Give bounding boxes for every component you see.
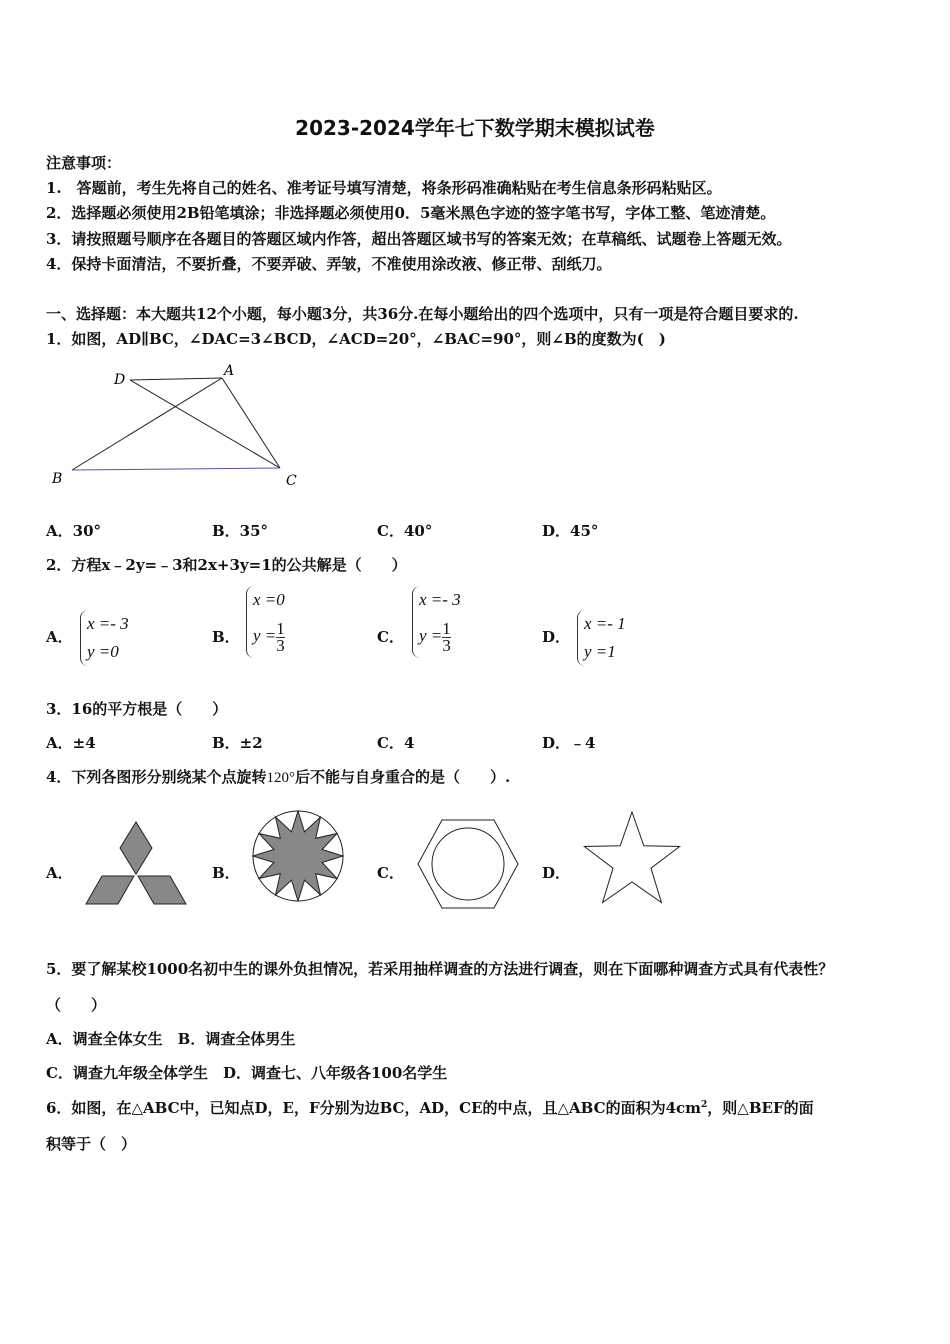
five-point-star-figure xyxy=(580,810,684,910)
q5-paren: （ ） xyxy=(46,996,107,1014)
q2-option-b[interactable] xyxy=(246,586,285,658)
q6-stem xyxy=(46,1097,814,1118)
q4-option-b[interactable]: B． xyxy=(212,864,240,882)
denominator: 3 xyxy=(276,635,285,655)
q2-option-d[interactable] xyxy=(577,610,626,666)
q4-stem xyxy=(46,766,510,787)
q3-option-b[interactable]: B．±2 xyxy=(212,734,263,752)
q4-option-c[interactable]: C． xyxy=(377,864,404,882)
q4-stem-a: 4．下列各图形分别绕某个点旋转 xyxy=(46,768,267,786)
note-item: 3．请按照题号顺序在各题目的答题区域内作答，超出答题区域书写的答案无效；在草稿纸、试题卷上答题无效。 xyxy=(46,230,792,248)
q1-option-a[interactable]: A．30° xyxy=(46,522,102,540)
eq-y: y = xyxy=(253,626,277,645)
section-heading: 一、选择题：本大题共12个小题，每小题3分，共36分.在每小题给出的四个选项中，只有一项是符合题目要求的. xyxy=(46,305,799,323)
eq-y: y =1 xyxy=(584,642,616,661)
q4-angle: 120° xyxy=(266,770,295,786)
q4-option-d[interactable]: D． xyxy=(542,864,571,882)
twelve-point-star-figure xyxy=(248,806,348,906)
label-d: D xyxy=(114,372,126,388)
q5-options-line2[interactable]: C．调查九年级全体学生 D．调查七、八年级各100名学生 xyxy=(46,1064,448,1082)
q3-option-a[interactable]: A．±4 xyxy=(46,734,96,752)
q4-option-a[interactable]: A． xyxy=(46,864,73,882)
eq-x: x =0 xyxy=(253,590,285,609)
hexagon-circle-figure xyxy=(414,818,522,912)
q1-option-c[interactable]: C．40° xyxy=(377,522,433,540)
numerator: 1 xyxy=(442,618,451,638)
note-item: 2．选择题必须使用2B铅笔填涂；非选择题必须使用0．5毫米黑色字迹的签字笔书写，字体工整、笔迹清楚。 xyxy=(46,204,776,222)
q2-option-a-label[interactable]: A． xyxy=(46,628,73,646)
q1-stem: 1．如图，AD∥BC，∠DAC=3∠BCD，∠ACD=20°，∠BAC=90°，则∠B的度数为( ) xyxy=(46,330,666,348)
eq-x: x =- 1 xyxy=(584,614,626,633)
q2-stem: 2．方程x﹣2y=﹣3和2x+3y=1的公共解是（ ） xyxy=(46,556,407,574)
eq-x: x =- 3 xyxy=(87,614,129,633)
q6-stem-a: 6．如图，在△ABC中，已知点D，E，F分别为边BC，AD，CE的中点，且△ABC的面积为4cm xyxy=(46,1099,702,1117)
q1-option-b[interactable]: B．35° xyxy=(212,522,269,540)
q5-options-line1[interactable]: A．调查全体女生 B．调查全体男生 xyxy=(46,1030,296,1048)
label-b: B xyxy=(52,471,63,487)
three-rhombus-figure xyxy=(84,818,188,910)
q5-stem: 5．要了解某校1000名初中生的课外负担情况，若采用抽样调查的方法进行调查，则在下面哪种调查方式具有代表性？ xyxy=(46,960,834,978)
eq-y: y =0 xyxy=(87,642,119,661)
numerator: 1 xyxy=(276,618,285,638)
q1-figure xyxy=(40,355,310,495)
q2-option-c-label[interactable]: C． xyxy=(377,628,404,646)
denominator: 3 xyxy=(442,635,451,655)
eq-y: y = xyxy=(419,626,443,645)
q1-option-d[interactable]: D．45° xyxy=(542,522,599,540)
q6-stem-line2: 积等于（ ） xyxy=(46,1135,137,1153)
page-title: 2023-2024学年七下数学期末模拟试卷 xyxy=(295,116,655,140)
q2-option-d-label[interactable]: D． xyxy=(542,628,571,646)
q3-stem: 3．16的平方根是（ ） xyxy=(46,700,228,718)
q4-stem-b: 后不能与自身重合的是（ ）. xyxy=(294,768,511,786)
note-item: 4．保持卡面清洁，不要折叠，不要弄破、弄皱，不准使用涂改液、修正带、刮纸刀。 xyxy=(46,255,612,273)
notes-heading: 注意事项： xyxy=(46,154,122,172)
q6-sup: 2 xyxy=(701,1100,708,1110)
q6-stem-b: ，则△BEF的面 xyxy=(707,1099,814,1117)
q2-option-c[interactable] xyxy=(412,586,461,658)
label-c: C xyxy=(286,473,297,489)
label-a: A xyxy=(224,363,235,379)
q3-option-d[interactable]: D．﹣4 xyxy=(542,734,596,752)
q2-option-a[interactable] xyxy=(80,610,129,666)
eq-x: x =- 3 xyxy=(419,590,461,609)
note-item: 1. 答题前，考生先将自己的姓名、准考证号填写清楚，将条形码准确粘贴在考生信息条形码粘贴区。 xyxy=(46,179,722,197)
q2-option-b-label[interactable]: B． xyxy=(212,628,240,646)
q3-option-c[interactable]: C．4 xyxy=(377,734,415,752)
